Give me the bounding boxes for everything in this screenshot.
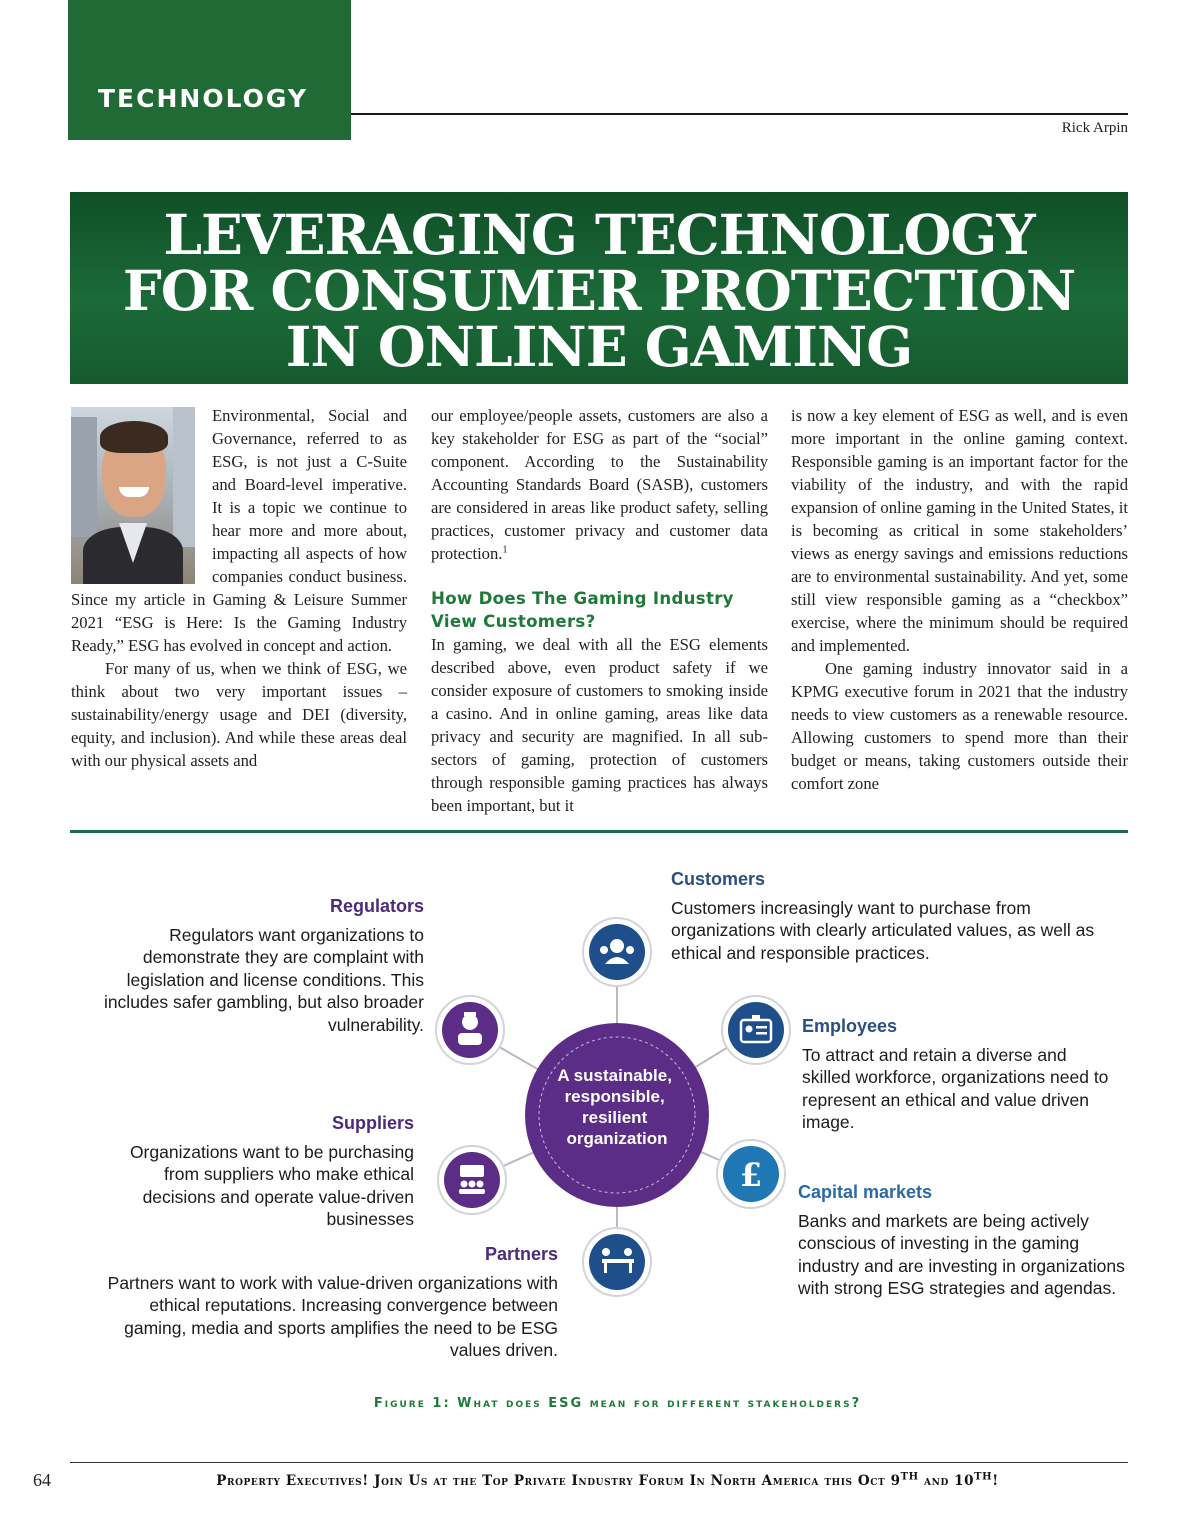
section-tab: [68, 0, 351, 140]
title-line-2: FOR CONSUMER PROTECTION: [122, 258, 1076, 323]
customers-text: Customers increasingly want to purchase from organizations with clearly articulated values, as well as ethical and responsible practices.: [671, 897, 1095, 963]
section-divider: [70, 830, 1128, 833]
title-line-1: LEVERAGING TECHNOLOGY: [163, 202, 1035, 267]
capital-markets-text: Banks and markets are being actively conscious of investing in the gaming industry and are investing in organizations with strong ESG strategies and agendas.: [798, 1210, 1125, 1299]
regulators-node: [436, 996, 504, 1064]
suppliers-block: [100, 1112, 414, 1231]
paragraph: One gaming industry innovator said in a KPMG executive forum in 2021 that the industry needs to view customers as a renewable resource. Allowing customers to spend more than their budget or means, taking customers outside their comfort zone: [791, 659, 1128, 793]
figure-caption: Figure 1: What does ESG mean for different stakeholders?: [373, 1396, 862, 1411]
customers-node: [583, 918, 651, 986]
employees-node: [722, 996, 790, 1064]
footer-promo: [70, 1473, 1145, 1489]
partners-node: [583, 1228, 651, 1296]
article-column-2: [431, 404, 768, 817]
employees-text: To attract and retain a diverse and skilled workforce, organizations need to represent an ethical and value driven image.: [802, 1044, 1109, 1133]
page-number: 64: [33, 1470, 51, 1490]
pound-icon: £: [739, 1156, 763, 1194]
paragraph: In gaming, we deal with all the ESG elements described above, even product safety if we consider exposure of customers to smoking inside a casino. And in online gaming, areas like data privacy and security are magnified. In all sub-sectors of gaming, protection of customers through responsible gaming practices has always been important, but it: [431, 635, 768, 815]
footer-sup: TH: [900, 1471, 919, 1483]
author-photo: [71, 407, 195, 584]
capital-markets-node: [717, 1140, 785, 1208]
footnote-marker: 1: [502, 544, 508, 556]
center-circle: [525, 1023, 709, 1207]
footer-promo-text: Property Executives! Join Us at the Top Private Industry Forum In North America this Oct 9: [216, 1473, 901, 1489]
employees-title: Employees: [802, 1016, 898, 1036]
footer-rule: [70, 1462, 1128, 1463]
customers-title: Customers: [671, 869, 766, 889]
paragraph: [431, 404, 768, 565]
header-rule: [351, 113, 1128, 115]
capital-markets-block: [798, 1181, 1128, 1300]
center-text-line: A sustainable,: [557, 1066, 672, 1085]
partners-text: Partners want to work with value-driven organizations with ethical reputations. Increasing convergence between gaming, media and sports amplifies the need to be ESG values driven.: [107, 1272, 558, 1361]
stakeholder-diagram: [420, 900, 810, 1310]
suppliers-node: [438, 1146, 506, 1214]
regulators-block: [100, 895, 424, 1037]
center-text-line: resilient: [582, 1108, 648, 1127]
paragraph: is now a key element of ESG as well, and is even more important in the online gaming context. Responsible gaming is an important factor for the viability of the industry, and with the rapid expansion of online gaming in the United States, it is becoming as critical in some stakeholders’ views as energy savings and emissions reductions are to environmental sustainability. And yet, some still view responsible gaming as a “checkbox” exercise, where the minimum should be required and implemented.: [791, 406, 1128, 655]
section-label: TECHNOLOGY: [98, 84, 308, 113]
paragraph-text: our employee/people assets, customers are also a key stakeholder for ESG as part of the “social” component. According to the Sustainability Accounting Standards Board (SASB), customers are considered in areas like product safety, selling practices, customer privacy and customer data protection.: [431, 406, 768, 563]
title-banner: [70, 192, 1128, 384]
paragraph: For many of us, when we think of ESG, we think about two very important issues – sustainability/energy usage and DEI (diversity, equity, and inclusion). And while these areas deal with our physical assets and: [71, 659, 407, 770]
article-column-3: [791, 404, 1128, 795]
employees-block: [802, 1015, 1120, 1134]
paragraph: Environmental, Social and Governance, referred to as ESG, is not just a C-Suite and Board-level imperative. It is a topic we continue to hear more and more about, impacting all aspects of how companies conduct business. Since my article in Gaming & Leisure Summer 2021 “ESG is Here: Is the Gaming Industry Ready,” ESG has evolved in concept and action.: [71, 406, 407, 655]
author-name: Rick Arpin: [1061, 120, 1128, 136]
section-subheading: How Does The Gaming Industry View Customers?: [431, 589, 734, 631]
capital-markets-title: Capital markets: [798, 1182, 933, 1202]
footer-sup: TH: [974, 1471, 993, 1483]
suppliers-text: Organizations want to be purchasing from suppliers who make ethical decisions and operate value-driven businesses: [129, 1141, 414, 1230]
footer-promo-text: and 10: [918, 1473, 975, 1489]
title-line-3: IN ONLINE GAMING: [285, 314, 913, 379]
regulators-title: Regulators: [329, 896, 424, 916]
center-text-line: responsible,: [564, 1087, 665, 1106]
article-title: [122, 201, 1076, 379]
footer-promo-text: !: [992, 1473, 999, 1489]
partners-title: Partners: [484, 1244, 558, 1264]
article-column-1: [71, 404, 407, 772]
center-text-line: organization: [566, 1129, 668, 1148]
regulators-text: Regulators want organizations to demonstrate they are complaint with legislation and license conditions. This includes safer gambling, but also broader vulnerability.: [103, 924, 424, 1035]
suppliers-title: Suppliers: [331, 1113, 414, 1133]
